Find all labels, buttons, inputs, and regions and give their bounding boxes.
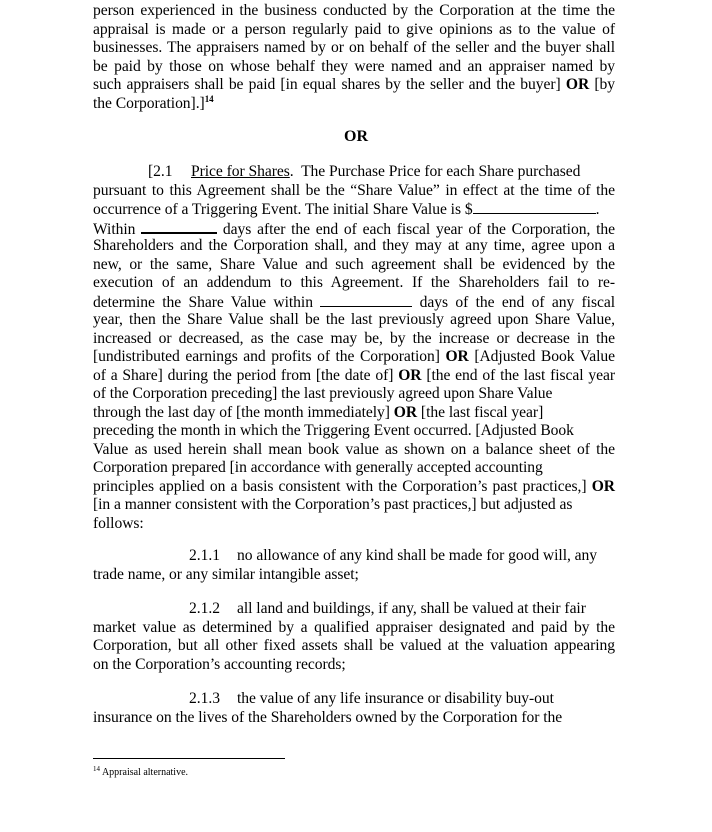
subsection-2-1-1 — [93, 547, 615, 565]
body-line: insurance on the lives of the Shareholders owned by the Corporation for the — [93, 708, 563, 726]
text-run: of a Share] during the period from [the date of] — [93, 366, 394, 384]
text-run: the Corporation].] — [93, 94, 205, 112]
text-run: days after the end of each fiscal year of the Corporation, the — [222, 220, 615, 238]
body-line — [93, 200, 615, 219]
body-line: [in a manner consistent with the Corporation’s past practices,] but adjusted as — [93, 496, 573, 513]
subsection-number: 2.1.2 — [189, 600, 220, 617]
text-run: [undistributed earnings and profits of the Corporation] — [93, 348, 440, 365]
text-run: The Purchase Price for each Share purchased — [301, 163, 581, 180]
days-blank[interactable] — [141, 219, 217, 234]
body-line — [93, 76, 615, 94]
subsection-2-1-2 — [93, 600, 615, 618]
text-run: [Adjusted Book Value — [474, 348, 616, 365]
section-number: [2.1 — [148, 163, 173, 180]
body-line: follows: — [93, 514, 144, 532]
footnote-reference[interactable]: 14 — [204, 93, 214, 104]
text-run: through the last day of [the month immediately] — [93, 403, 390, 421]
body-line: businesses. The appraisers named by or on behalf of the seller and the buyer shall — [93, 39, 615, 56]
footnote-separator — [93, 758, 285, 759]
text-run: such appraisers shall be paid [in equal shares by the seller and the buyer] — [93, 76, 561, 93]
subsection-2-1-3 — [93, 690, 615, 708]
body-line: preceding the month in which the Triggering Event occurred. [Adjusted Book — [93, 422, 574, 439]
body-line — [93, 293, 615, 312]
share-value-blank[interactable] — [473, 200, 596, 214]
days-blank[interactable] — [320, 293, 412, 307]
body-line: new, or the same, Share Value and such agreement shall be evidenced by the — [93, 255, 615, 273]
or-marker: OR — [591, 477, 615, 495]
text-run: occurrence of a Triggering Event. The initial Share Value is $ — [93, 201, 473, 218]
text-run: . — [595, 201, 600, 218]
body-line: trade name, or any similar intangible asset; — [93, 565, 359, 583]
or-marker: OR — [445, 348, 469, 365]
subsection-number: 2.1.1 — [189, 547, 220, 564]
or-marker: OR — [393, 403, 418, 421]
body-line: be paid by those on whose behalf they were named and an appraiser named by — [93, 57, 615, 75]
body-line: on the Corporation’s accounting records; — [93, 655, 346, 673]
section-2-1-heading-line — [93, 163, 615, 181]
body-line: year, then the Share Value shall be the last previously agreed upon Share Value, — [93, 311, 615, 328]
body-line: execution of an addendum to this Agreement. If the Shareholders fail to re- — [93, 274, 615, 291]
body-line: of the Corporation preceding] the last previously agreed upon Share Value — [93, 385, 553, 402]
body-line: Shareholders and the Corporation shall, and they may at any time, agree upon a — [93, 237, 615, 254]
footnote — [93, 767, 188, 779]
text-run: . — [289, 163, 294, 180]
text-run: days of the end of any fiscal — [419, 293, 616, 311]
text-run: no allowance of any kind shall be made for good will, any — [237, 547, 598, 564]
body-line — [93, 367, 615, 385]
section-heading: Price for Shares — [191, 163, 290, 180]
body-line: person experienced in the business conducted by the Corporation at the time the — [93, 2, 615, 19]
body-line: Value as used herein shall mean book value as shown on a balance sheet of the — [93, 440, 615, 458]
text-run: all land and buildings, if any, shall be valued at their fair — [237, 600, 586, 617]
body-line: appraisal is made or a person regularly paid to give opinions as to the value of — [93, 20, 615, 38]
text-run: the value of any life insurance or disability buy-out — [237, 690, 554, 707]
body-line — [93, 219, 615, 239]
or-marker: OR — [565, 76, 590, 93]
footnote-text: Appraisal alternative. — [101, 767, 189, 778]
body-line — [93, 404, 615, 422]
footnote-number: 14 — [93, 765, 100, 773]
or-heading: OR — [344, 128, 368, 145]
body-line — [93, 95, 615, 113]
text-run: Within — [93, 220, 136, 238]
body-line: market value as determined by a qualified appraiser designated and paid by the — [93, 618, 615, 636]
text-run: [the end of the last fiscal year — [426, 366, 615, 384]
body-line: increased or decreased, as the case may be, by the increase or decrease in the — [93, 329, 615, 347]
or-marker: OR — [398, 366, 422, 384]
body-line: pursuant to this Agreement shall be the “Share Value” in effect at the time of the — [93, 181, 615, 199]
text-run: [the last fiscal year] — [420, 403, 544, 421]
text-run: principles applied on a basis consistent with the Corporation’s past practices,] — [93, 477, 587, 495]
body-line — [93, 348, 615, 366]
text-run: determine the Share Value within — [93, 293, 313, 311]
body-line — [93, 478, 615, 496]
subsection-number: 2.1.3 — [189, 690, 220, 707]
body-line: Corporation, but all other fixed assets shall be valued at the valuation appearing — [93, 637, 615, 654]
body-line: Corporation prepared [in accordance with generally accepted accounting — [93, 459, 543, 476]
text-run: [by — [594, 76, 616, 93]
